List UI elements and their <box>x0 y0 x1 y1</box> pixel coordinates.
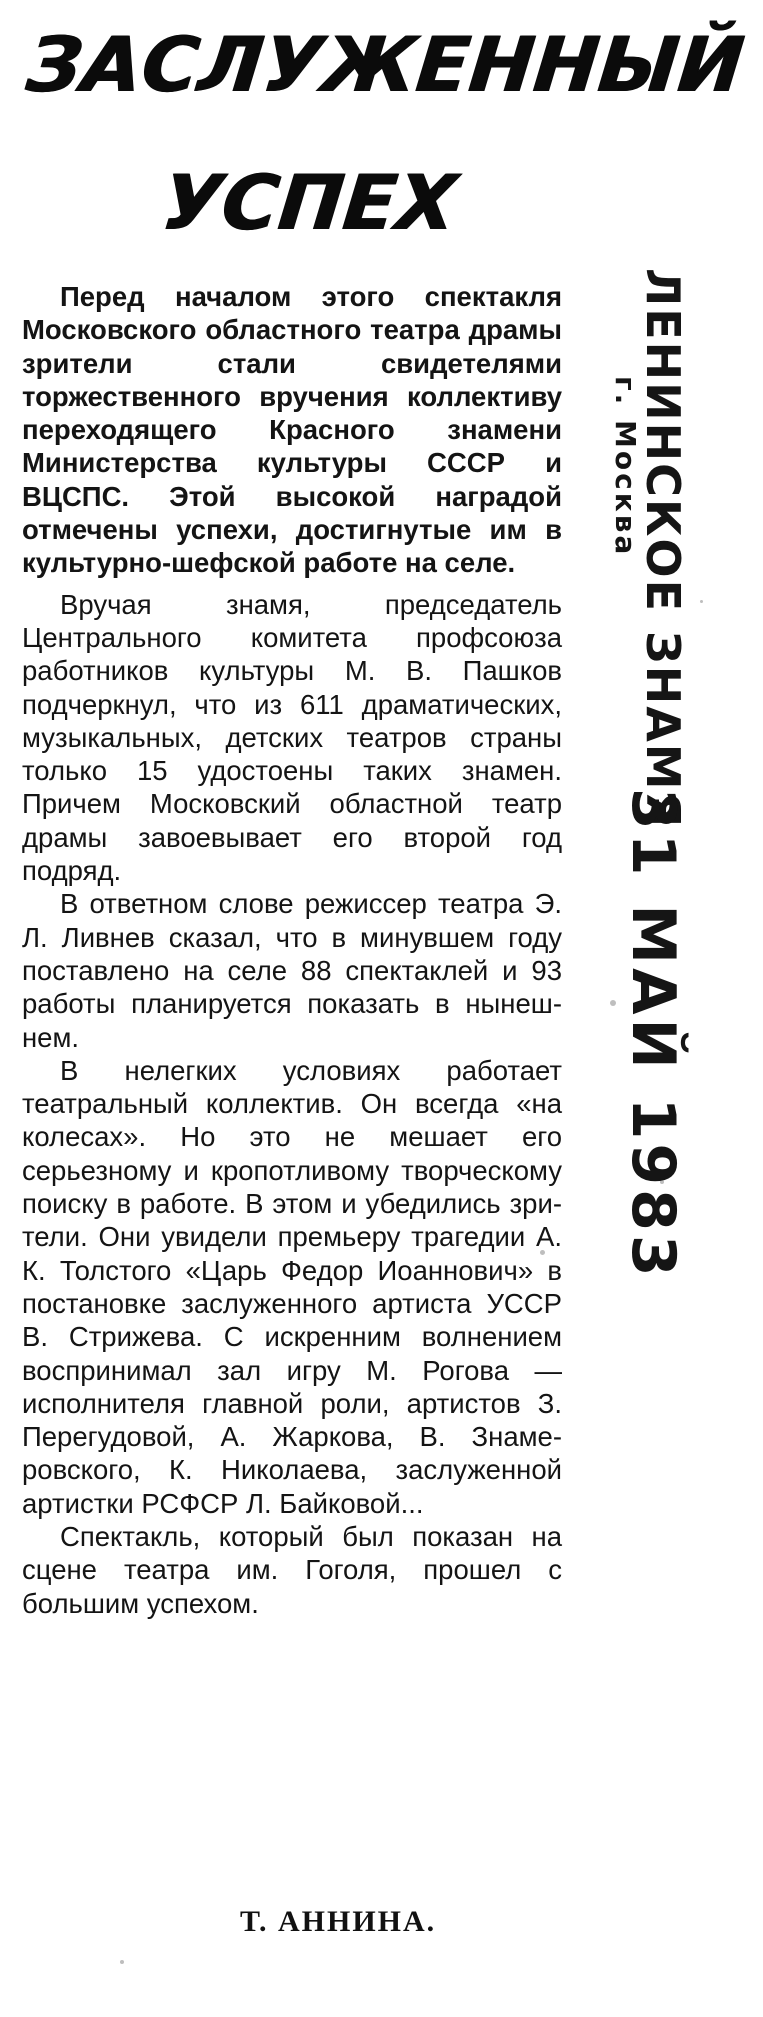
print-speck <box>120 1960 124 1964</box>
article-lead-paragraph: Перед началом этого спектакля Московского областного театра драмы зрители стали свидетелями торжественного вручения коллективу переходящего Красного знамени Министерства культуры СССР и ВЦСПС. Этой высокой наградой отмечены успехи, достигнутые им в культурно-шефской работе на селе. <box>22 281 562 579</box>
stamp-city: г. Москва <box>609 376 642 558</box>
print-speck <box>540 1250 545 1255</box>
article-paragraph: Спектакль, который был показан на сцене театра им. Гоголя, прошел с большим успехом. <box>22 1520 562 1619</box>
author-byline: Т. АННИНА. <box>240 1905 437 1938</box>
article-paragraph: В нелегких условиях работает театральный коллектив. Он всегда «на колесах». Но это не мешает его серьезному и кропотливому творческому поиску в работе. В этом и убедились зрители. Они увидели премьеру трагедии А. К. Толстого «Царь Федор Иоаннович» в постановке заслуженного артиста УССР В. Стрижева. С искренним волнением воспринимал зал игру М. Рогова — исполнителя главной роли, артистов З. Перегудовой, А. Жаркова, В. Знамеровского, К. Николаева, заслуженной артистки РСФСР Л. Байковой... <box>22 1054 562 1519</box>
print-speck <box>700 600 703 603</box>
print-speck <box>660 1180 664 1184</box>
article-body <box>22 280 562 1620</box>
article-paragraph: Вручая знамя, председатель Центрального комитета профсоюза работников культуры М. В. Пашков подчеркнул, что из 611 драматических, музыкальных, детских театров страны только 15 удостоены таких знамен. Причем Московский областной театр драмы завоевывает его второй год подряд. <box>22 588 562 887</box>
stamp-date: 31 МАЙ 1983 <box>618 788 688 1281</box>
print-speck <box>610 1000 616 1006</box>
stamp-newspaper-name: ЛЕНИНСКОЕ ЗНАМЯ <box>636 268 690 829</box>
article-paragraph: В ответном слове режиссер театра Э. Л. Ливнев сказал, что в минувшем году поставлено на селе 88 спектаклей и 93 работы планируется показать в нынешнем. <box>22 888 562 1053</box>
headline-line-1: ЗАСЛУЖЕННЫЙ <box>23 20 749 109</box>
headline-line-2: УСПЕХ <box>158 158 462 247</box>
